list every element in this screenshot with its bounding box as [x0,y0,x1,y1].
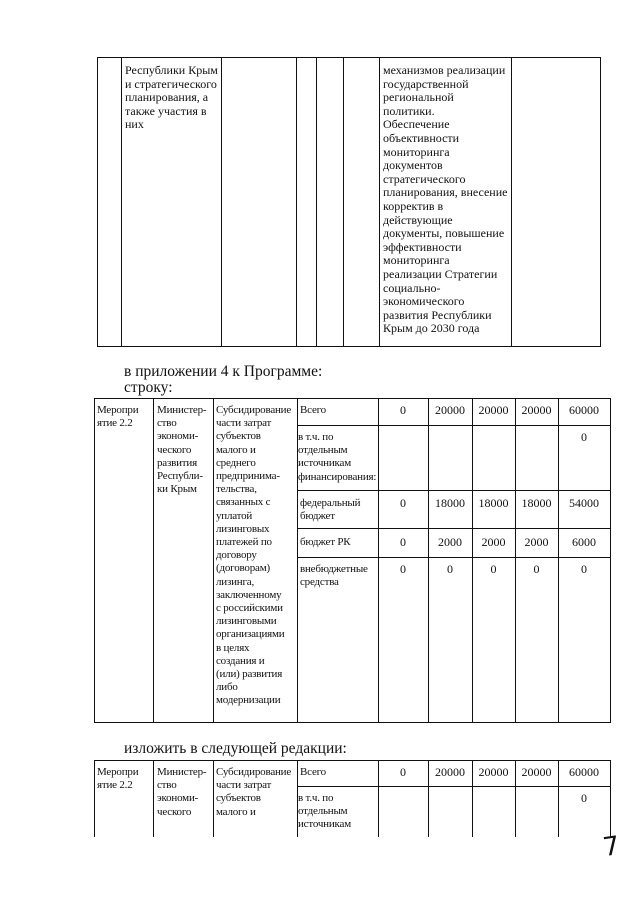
top-table-vline [221,57,222,347]
table1-measure: Меропри ятие 2.2 [97,404,139,430]
table1-source-extrabudget: внебюджетные средства [300,563,368,589]
table1-cell: 2000 [481,535,506,549]
table1-source-breakdown: в т.ч. по отдельным источникам финансирования: [298,431,377,483]
table1-cell: 6000 [572,535,596,549]
heading-new-edition: изложить в следующей редакции: [124,740,347,757]
table2-hline [297,786,611,787]
top-table-border-bottom [97,346,601,347]
table1-cell: 0 [447,562,453,576]
table1-cell: 20000 [521,403,552,417]
table1-cell: 20000 [435,403,465,417]
table1-source-regional: бюджет РК [300,536,351,548]
table2-cell: 0 [400,765,406,779]
table1-vline [153,398,154,723]
table1-cell: 0 [581,430,587,444]
table1-source-federal: федеральный бюджет [300,497,361,523]
top-table-cell-mechanisms: механизмов реализации государственной региональной политики. Обеспечение объективности мониторинга документов стратегического планирования, внесение корректив в действующие документы, повышение эффективности мониторинга реализации Стратегии социально- экономического развития Республики Крым до 2030 года [383,63,508,336]
table1-cell: 2000 [524,535,549,549]
table2-border-top [94,760,611,761]
table2-cell: 20000 [478,765,509,779]
table1-cell: 0 [533,562,540,576]
top-table-vline [600,57,601,347]
top-table-vline [511,57,512,347]
table1-hline [297,557,611,558]
table2-cell: 60000 [569,765,599,779]
table1-vline [515,398,516,723]
table1-vline [428,398,429,723]
table2-cell: 20000 [435,765,465,779]
table1-border-top [94,398,611,399]
table1-cell: 18000 [478,496,509,510]
top-table-vline [121,57,122,347]
top-table-vline [296,57,297,347]
table1-description: Субсидирование части затрат субъектов малого и среднего предпринима- тельства, связанных с уплатой лизинговых платежей по договору (договорам) лизинга, заключенному с российскими лизинговыми организациями в целях создания и (или) развития либо модернизации [216,404,292,707]
table2-executor: Министер- ство экономи- ческого [157,766,207,818]
top-table-cell-region: Республики Крым и стратегического планирования, а также участия в них [125,63,218,132]
table2-vline [153,760,154,837]
heading-row: строку: [124,379,173,396]
top-table-vline [379,57,380,347]
table1-cell: 0 [581,562,587,576]
heading-appendix: в приложении 4 к Программе: [124,363,323,380]
table1-vline [94,398,95,723]
table2-cell: 0 [581,791,587,805]
table1-border-bottom [94,722,611,723]
table1-hline [297,425,611,426]
table1-cell: 18000 [521,496,552,510]
table2-vline [213,760,214,837]
table1-cell: 0 [400,535,406,549]
table1-source-total: Всего [300,404,326,416]
table1-vline [213,398,214,723]
table1-vline [378,398,379,723]
table1-cell: 60000 [569,403,599,417]
table2-measure: Меропри ятие 2.2 [97,766,139,792]
table1-executor: Министер- ство экономи- ческого развития Республи- ки Крым [157,404,207,496]
table1-cell: 54000 [569,496,599,510]
table1-vline [610,398,611,723]
table1-hline [297,528,611,529]
table1-vline [558,398,559,723]
top-table-vline [343,57,344,347]
table1-cell: 2000 [438,535,462,549]
table1-cell: 18000 [435,496,465,510]
handwritten-page-mark: 7 [600,830,622,864]
top-table-border-top [97,57,601,58]
top-table-vline [316,57,317,347]
table2-vline [610,760,611,837]
table2-description: Субсидирование части затрат субъектов малого и [216,766,292,818]
table1-cell: 0 [490,562,497,576]
table1-cell: 0 [400,496,406,510]
top-table-vline [97,57,98,347]
table1-cell: 0 [400,403,406,417]
table2-cell: 20000 [521,765,552,779]
table1-cell: 0 [400,562,406,576]
table1-hline [297,490,611,491]
table2-source-breakdown: в т.ч. по отдельным источникам [298,792,351,831]
table1-cell: 20000 [478,403,509,417]
table1-vline [472,398,473,723]
table2-vline [94,760,95,837]
table2-source-total: Всего [300,766,326,778]
